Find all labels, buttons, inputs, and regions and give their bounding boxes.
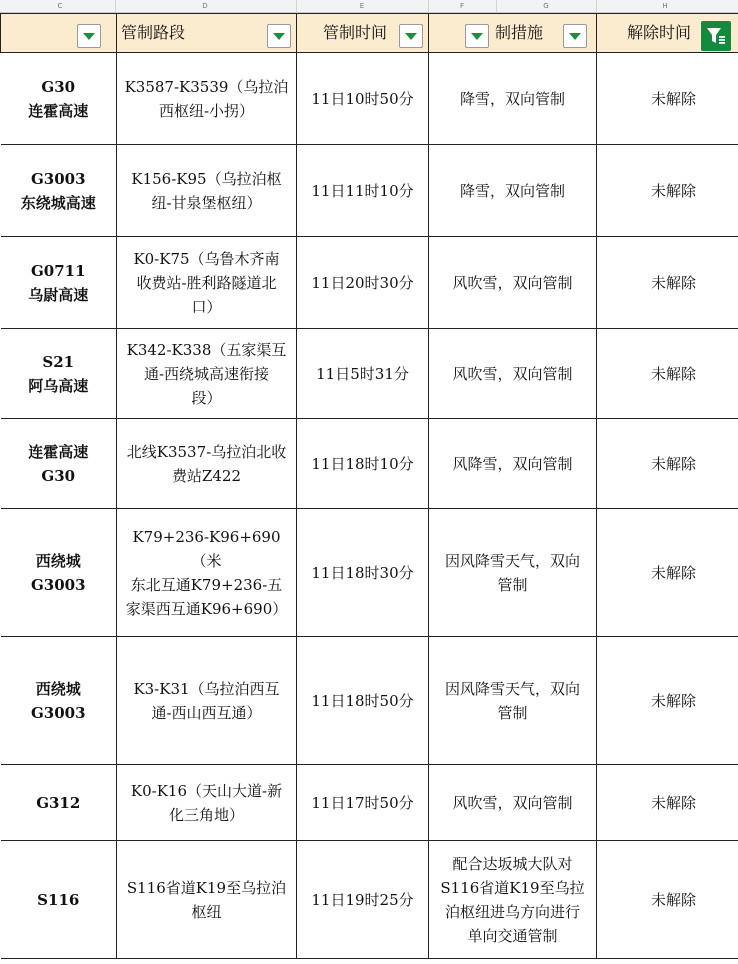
cell-release[interactable]: 未解除 [597, 237, 738, 329]
cell-section[interactable]: K0-K16（天山大道-新 化三角地） [117, 765, 297, 841]
cell-time[interactable]: 11日19时25分 [297, 841, 429, 959]
cell-time[interactable]: 11日5时31分 [297, 329, 429, 419]
cell-measure[interactable]: 风降雪，双向管制 [429, 419, 597, 509]
cell-road[interactable]: G30 连霍高速 [1, 53, 117, 145]
cell-road[interactable]: G312 [1, 765, 117, 841]
cell-time[interactable]: 11日10时50分 [297, 53, 429, 145]
cell-release[interactable]: 未解除 [597, 637, 738, 765]
cell-section[interactable]: K156-K95（乌拉泊枢 纽-甘泉堡枢纽） [117, 145, 297, 237]
cell-section[interactable]: S116省道K19至乌拉泊 枢纽 [117, 841, 297, 959]
column-letter-c[interactable]: C [57, 2, 63, 10]
cell-road[interactable]: 西绕城 G3003 [1, 637, 117, 765]
table-row [1, 329, 738, 419]
cell-road[interactable]: 西绕城 G3003 [1, 509, 117, 637]
cell-time[interactable]: 11日17时50分 [297, 765, 429, 841]
cell-section[interactable]: K342-K338（五家渠互 通-西绕城高速衔接 段） [117, 329, 297, 419]
cell-release[interactable]: 未解除 [597, 509, 738, 637]
table-row [1, 419, 738, 509]
header-measure-label: 制措施 [495, 23, 544, 42]
cell-road[interactable]: G0711 乌尉高速 [1, 237, 117, 329]
header-release [597, 14, 738, 53]
header-time-label: 管制时间 [323, 23, 388, 42]
dropdown-arrow-icon[interactable] [267, 24, 291, 48]
cell-release[interactable]: 未解除 [597, 53, 738, 145]
table-row [1, 53, 738, 145]
cell-section[interactable]: K0-K75（乌鲁木齐南 收费站-胜利路隧道北 口） [117, 237, 297, 329]
cell-measure[interactable]: 风吹雪，双向管制 [429, 329, 597, 419]
cell-release[interactable]: 未解除 [597, 329, 738, 419]
header-measure [429, 14, 597, 53]
cell-measure[interactable]: 因风降雪天气，双向 管制 [429, 637, 597, 765]
cell-section[interactable]: K3587-K3539（乌拉泊 西枢纽-小拐） [117, 53, 297, 145]
cell-measure[interactable]: 因风降雪天气，双向 管制 [429, 509, 597, 637]
table-row [1, 841, 738, 959]
filter-icon[interactable] [701, 21, 731, 51]
spreadsheet-grid [0, 13, 738, 959]
cell-time[interactable]: 11日18时30分 [297, 509, 429, 637]
cell-measure[interactable]: 降雪，双向管制 [429, 145, 597, 237]
cell-time[interactable]: 11日18时50分 [297, 637, 429, 765]
table-row [1, 145, 738, 237]
cell-section[interactable]: K3-K31（乌拉泊西互 通-西山西互通） [117, 637, 297, 765]
cell-release[interactable]: 未解除 [597, 841, 738, 959]
cell-time[interactable]: 11日11时10分 [297, 145, 429, 237]
traffic-control-table [0, 13, 738, 959]
header-road [1, 14, 117, 53]
column-letter-e[interactable]: E [359, 2, 365, 10]
cell-measure[interactable]: 风吹雪，双向管制 [429, 765, 597, 841]
cell-measure[interactable]: 风吹雪，双向管制 [429, 237, 597, 329]
cell-section[interactable]: K79+236-K96+690（米 东北互通K79+236-五 家渠西互通K96+690） [117, 509, 297, 637]
header-section [117, 14, 297, 53]
column-letter-f[interactable]: F [459, 2, 465, 10]
column-header-bar [0, 0, 738, 13]
cell-time[interactable]: 11日20时30分 [297, 237, 429, 329]
dropdown-arrow-icon[interactable] [77, 24, 101, 48]
dropdown-arrow-icon[interactable] [399, 24, 423, 48]
header-row [1, 14, 738, 53]
cell-section[interactable]: 北线K3537-乌拉泊北收 费站Z422 [117, 419, 297, 509]
header-time [297, 14, 429, 53]
cell-release[interactable]: 未解除 [597, 145, 738, 237]
table-row [1, 237, 738, 329]
column-letter-g[interactable]: G [543, 2, 549, 10]
table-row [1, 509, 738, 637]
dropdown-arrow-icon[interactable] [465, 24, 489, 48]
header-release-label: 解除时间 [627, 23, 692, 42]
cell-release[interactable]: 未解除 [597, 765, 738, 841]
cell-road[interactable]: S116 [1, 841, 117, 959]
header-section-label: 管制路段 [121, 23, 186, 42]
cell-release[interactable]: 未解除 [597, 419, 738, 509]
cell-measure[interactable]: 降雪，双向管制 [429, 53, 597, 145]
column-letter-h[interactable]: H [662, 2, 668, 10]
cell-road[interactable]: S21 阿乌高速 [1, 329, 117, 419]
table-row [1, 765, 738, 841]
cell-measure[interactable]: 配合达坂城大队对 S116省道K19至乌拉 泊枢纽进乌方向进行 单向交通管制 [429, 841, 597, 959]
cell-time[interactable]: 11日18时10分 [297, 419, 429, 509]
column-letter-d[interactable]: D [202, 2, 208, 10]
cell-road[interactable]: 连霍高速 G30 [1, 419, 117, 509]
cell-road[interactable]: G3003 东绕城高速 [1, 145, 117, 237]
dropdown-arrow-icon[interactable] [563, 24, 587, 48]
table-row [1, 637, 738, 765]
